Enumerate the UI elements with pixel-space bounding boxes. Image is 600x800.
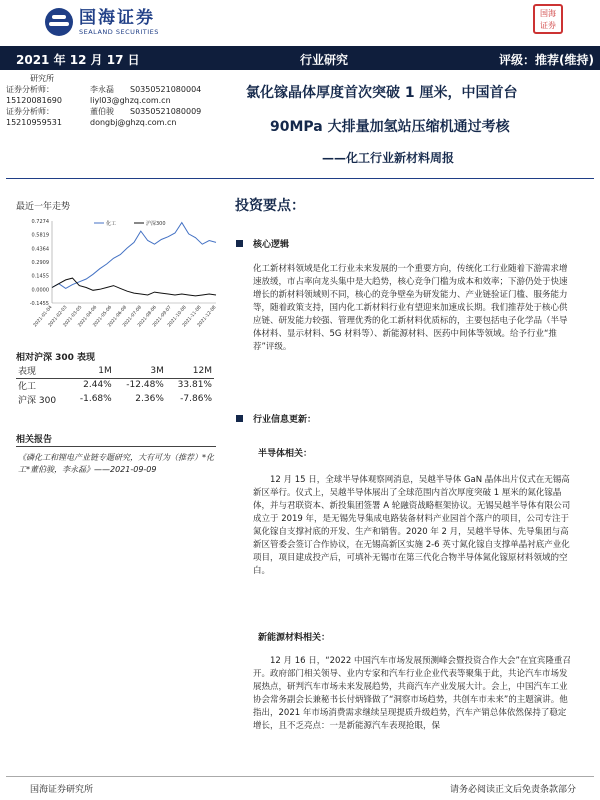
related-title: 相关报告 <box>16 435 53 445</box>
table-cell: -1.68% <box>79 394 112 404</box>
new-energy-heading: 新能源材料相关： <box>258 633 331 643</box>
analyst2-cert: S0350521080009 <box>130 107 202 116</box>
trend-chart <box>16 213 226 333</box>
chart-title: 最近一年走势 <box>16 202 71 212</box>
y-tick-label: 0.2909 <box>31 260 49 267</box>
x-tick-label: 2021-02-03 <box>47 305 69 329</box>
analyst1-email[interactable]: liyl03@ghzq.com.cn <box>90 96 171 105</box>
table-header-cell: 12M <box>166 364 214 378</box>
seal-stamp-icon: 国海 证券 <box>533 4 563 34</box>
analyst2-name: 董伯骏 <box>90 107 114 116</box>
news-heading: 行业信息更新： <box>253 415 317 425</box>
bullet-icon <box>236 240 243 247</box>
y-tick-label: 0.7274 <box>31 219 49 225</box>
logo-cn: 国海证券 <box>79 8 155 28</box>
report-date: 2021 年 12 月 17 日 <box>16 53 140 67</box>
report-subtitle: ——化工行业新材料周报 <box>322 151 455 165</box>
x-tick-label: 2021-09-07 <box>152 305 173 329</box>
table-cell: -12.48% <box>126 380 164 391</box>
table-cell: 沪深 300 <box>18 395 57 406</box>
new-energy-text: 12 月 16 日，“2022 中国汽车市场发展预测峰会暨投资合作大会”在宜宾隆重召开。政府部门相关领导、业内专家和汽车行业企业代表等聚集于此，共论汽车市场发展热点，研判汽车市场未来发展趋势，共商汽车产业发展大计。会上，中国汽车工业协会常务副会长兼秘书长付炳锋做了“洞察市场趋势，共创车市未来”的主题演讲。他指出，2021 年市场消费需求继续呈现提质升级趋势，汽车产销总体依然保持了稳定增长，且不乏亮点：一是新能源汽车表现抢眼，保 <box>253 656 571 731</box>
table-header-cell: 3M <box>114 364 166 378</box>
x-tick-label: 2021-04-06 <box>77 305 99 329</box>
researcher-label: 研究所 <box>30 74 54 83</box>
related-report-link[interactable]: 《磷化工和锂电产业链专题研究，大有可为（推荐）*化工*董伯骏，李永磊》——2021-09-09 <box>18 453 214 474</box>
related-divider <box>16 446 216 447</box>
x-tick-label: 2021-07-08 <box>122 305 143 329</box>
table-header-cell: 表现 <box>16 364 69 378</box>
analyst1-cert: S0350521080004 <box>130 85 202 94</box>
header-divider <box>6 178 594 179</box>
legend-label-chemical: 化工 <box>106 221 117 227</box>
x-tick-label: 2021-01-04 <box>32 305 54 329</box>
y-tick-label: 0.0000 <box>31 287 49 294</box>
x-tick-label: 2021-08-06 <box>137 305 158 329</box>
x-tick-label: 2021-05-06 <box>92 305 114 329</box>
logo-mark-icon <box>45 8 73 36</box>
table-cell: 化工 <box>18 381 37 392</box>
analyst1-phone: 15120081690 <box>6 96 62 105</box>
table-header-row <box>16 364 214 378</box>
company-logo <box>45 8 159 36</box>
semiconductor-text: 12 月 15 日，全球半导体观察网消息，吴越半导体 GaN 晶体出片仪式在无锡高新区举行。仪式上，吴越半导体展出了全球范围内首次厚度突破 1 厘米的氮化镓晶体，并与君联资本、新投集团签署 A 轮融资战略框架协议。无锡吴越半导体有限公司成立于 2019 年，是无锡先导集成电路装备材料产业园首个落户的项目，公司专注于氮化镓自支撑衬底的开发、生产和销售。2020 年 2 月，吴越半导体、先导集团与高新区管委会签订合作协议，在无锡高新区实施 2-6 英寸氮化镓自支撑单晶衬底产业化项目，项目建成投产后，可填补无锡市在第三代化合物半导体氮化镓原材料领域的空白。 <box>253 475 571 576</box>
table-row <box>16 378 214 392</box>
table-cell: 2.36% <box>135 394 164 404</box>
table-header-cell: 1M <box>69 364 114 378</box>
y-tick-label: 0.5819 <box>31 232 49 239</box>
performance-table <box>16 364 214 406</box>
footer-divider <box>6 776 594 777</box>
table-row <box>16 392 214 406</box>
bullet-icon <box>236 415 243 422</box>
table-cell: 2.44% <box>83 380 112 391</box>
x-tick-label: 2021-12-08 <box>196 305 218 329</box>
logo-en: SEALAND SECURITIES <box>79 28 159 36</box>
analyst2-email[interactable]: dongbj@ghzq.com.cn <box>90 118 177 127</box>
table-cell: -7.86% <box>180 394 212 404</box>
report-rating: 评级：推荐(维持) <box>499 53 594 67</box>
report-title-line2: 90MPa 大排量加氢站压缩机通过考核 <box>270 119 510 135</box>
semiconductor-heading: 半导体相关： <box>258 449 313 459</box>
footer-left: 国海证券研究所 <box>30 785 94 795</box>
x-tick-label: 2021-06-08 <box>107 305 129 329</box>
x-tick-label: 2021-03-05 <box>62 305 84 329</box>
analyst1-role: 证券分析师： <box>6 85 54 94</box>
y-tick-label: -0.1455 <box>29 301 49 307</box>
y-tick-label: 0.1455 <box>31 273 49 280</box>
x-tick-label: 2021-11-08 <box>181 305 203 329</box>
table-cell: 33.81% <box>177 380 212 391</box>
footer-right: 请务必阅读正文后免责条款部分 <box>449 785 576 795</box>
trend-chart-svg <box>16 213 226 333</box>
series-line-chemical <box>52 223 216 289</box>
y-tick-label: 0.4364 <box>31 246 49 253</box>
performance-title: 相对沪深 300 表现 <box>16 353 96 363</box>
core-logic-text: 化工新材料领域是化工行业未来发展的一个重要方向，传统化工行业随着下游需求增速放缓，市占率向龙头集中是大趋势，核心竞争门槛为成本和效率；下游仍处于快速增长的新材料领域则不同，核心的竞争壁垒为研发能力、产业链验证门槛、服务能力等，随着政策支持，国内化工新材料行业有望迎来加速成长期。我们推荐处于核心供应链、研发能力较强、管理优秀的化工新材料优质标的，主要包括电子化学品（半导体材料、显示材料、5G 材料等）、新能源材料、医药中间体等领域。给予行业“推荐”评级。 <box>253 264 568 352</box>
header-bar <box>0 46 600 70</box>
x-tick-label: 2021-10-08 <box>167 305 188 329</box>
series-line-hs300 <box>52 278 216 296</box>
analyst2-role: 证券分析师： <box>6 107 54 116</box>
analyst2-phone: 15210959531 <box>6 118 62 127</box>
legend-label-hs300: 沪深300 <box>146 221 166 227</box>
report-title-line1: 氯化镓晶体厚度首次突破 1 厘米，中国首台 <box>246 85 518 101</box>
analyst1-name: 李永磊 <box>90 85 114 94</box>
section-title: 投资要点： <box>235 198 305 214</box>
analyst-block <box>6 73 236 128</box>
core-logic-heading: 核心逻辑 <box>253 240 290 250</box>
report-category: 行业研究 <box>300 53 349 67</box>
